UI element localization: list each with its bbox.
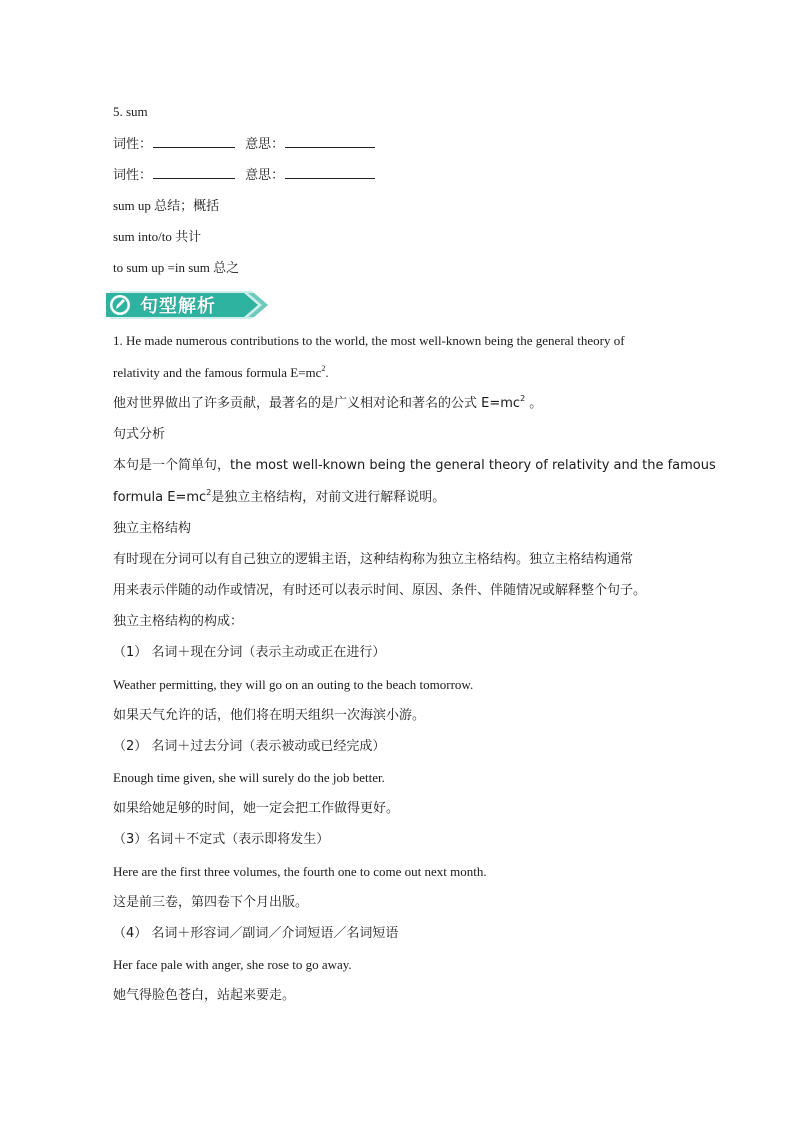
absolute-para-1: 有时现在分词可以有自己独立的逻辑主语，这种结构称为独立主格结构。独立主格结构通常 <box>113 552 634 567</box>
sentence-zh-end: 。 <box>525 396 543 411</box>
item-4-label: （4） 名词＋形容词／副词／介词短语／名词短语 <box>113 926 399 941</box>
pos-blank[interactable] <box>153 135 235 148</box>
vocab-fill-row-2 <box>113 166 381 185</box>
item-4-example-en: Her face pale with anger, she rose to go away. <box>113 957 352 972</box>
analysis-line-1: 本句是一个简单句，the most well-known being the general theory of relativity and the famous <box>113 458 716 473</box>
absolute-para-2: 用来表示伴随的动作或情况，有时还可以表示时间、原因、条件、伴随情况或解释整个句子。 <box>113 583 647 598</box>
composition-heading: 独立主格结构的构成： <box>113 614 244 629</box>
pencil-circle-icon <box>110 295 130 315</box>
vocab-phrase-3: to sum up =in sum 总之 <box>113 260 240 275</box>
absolute-heading: 独立主格结构 <box>113 521 192 536</box>
item-1-example-zh: 如果天气允许的话，他们将在明天组织一次海滨小游。 <box>113 708 426 723</box>
item-3-example-en: Here are the first three volumes, the fourth one to come out next month. <box>113 864 487 879</box>
item-4-example-zh: 她气得脸色苍白，站起来要走。 <box>113 988 296 1003</box>
item-2-example-en: Enough time given, she will surely do the job better. <box>113 770 385 785</box>
sentence-en-end: . <box>325 365 329 380</box>
pos-blank[interactable] <box>153 166 235 179</box>
item-3-example-zh: 这是前三卷，第四卷下个月出版。 <box>113 895 309 910</box>
sentence-zh-text: 他对世界做出了许多贡献，最著名的是广义相对论和著名的公式 E=mc <box>113 396 521 411</box>
analysis-text-end: 是独立主格结构，对前文进行解释说明。 <box>211 490 446 505</box>
vocab-phrase-2: sum into/to 共计 <box>113 229 202 244</box>
item-2-label: （2） 名词＋过去分词（表示被动或已经完成） <box>113 739 386 754</box>
vocab-phrase-1: sum up 总结；概括 <box>113 198 220 213</box>
vocab-item-heading: 5. sum <box>113 104 148 119</box>
sentence-en-line-2 <box>113 364 329 382</box>
superscript: 2 <box>520 393 526 403</box>
analysis-heading: 句式分析 <box>113 427 166 442</box>
sentence-en-text: relativity and the famous formula E=mc <box>113 365 322 380</box>
superscript: 2 <box>206 487 212 497</box>
analysis-line-2 <box>113 489 445 507</box>
meaning-blank[interactable] <box>285 166 375 179</box>
vocab-fill-row-1 <box>113 135 381 154</box>
meaning-blank[interactable] <box>285 135 375 148</box>
meaning-label: 意思： <box>245 168 285 183</box>
meaning-label: 意思： <box>245 137 285 152</box>
pos-label: 词性： <box>113 137 153 152</box>
sentence-en-line-1: 1. He made numerous contributions to the world, the most well-known being the general theory of <box>113 333 625 348</box>
sentence-zh <box>113 395 542 413</box>
item-1-example-en: Weather permitting, they will go on an outing to the beach tomorrow. <box>113 677 474 692</box>
analysis-text: formula E=mc <box>113 490 207 505</box>
superscript: 2 <box>321 363 326 373</box>
item-2-example-zh: 如果给她足够的时间，她一定会把工作做得更好。 <box>113 801 400 816</box>
section-title: 句型解析 <box>140 296 216 317</box>
item-1-label: （1） 名词＋现在分词（表示主动或正在进行） <box>113 645 386 660</box>
pos-label: 词性： <box>113 168 153 183</box>
item-3-label: （3）名词＋不定式（表示即将发生） <box>113 832 330 847</box>
